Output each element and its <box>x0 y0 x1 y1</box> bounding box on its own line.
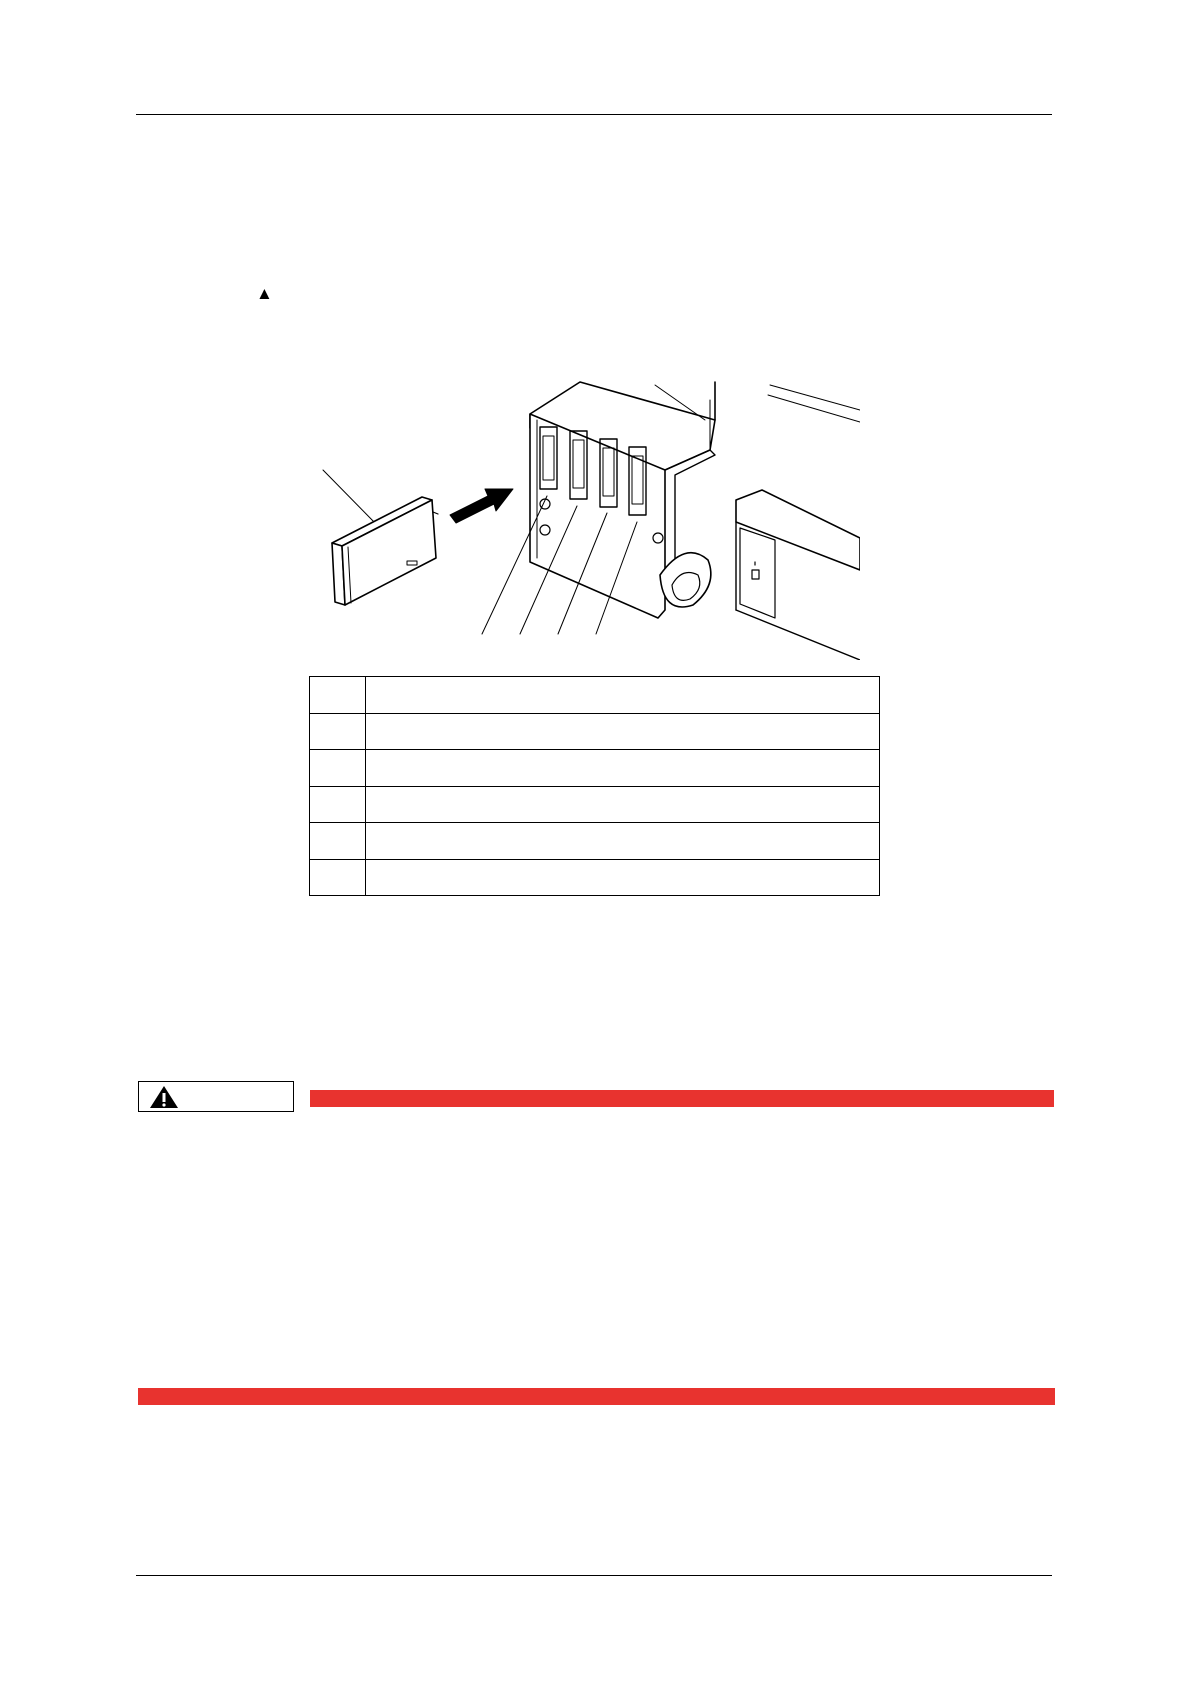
part-description <box>366 786 880 823</box>
part-number <box>310 859 366 896</box>
ink-cartridge <box>332 497 438 605</box>
table-row <box>310 859 880 896</box>
part-description <box>366 823 880 860</box>
table-row <box>310 750 880 787</box>
part-number <box>310 750 366 787</box>
warning-footer-bar <box>138 1388 1055 1405</box>
warning-label-box <box>138 1081 294 1112</box>
part-number <box>310 713 366 750</box>
part-number <box>310 823 366 860</box>
part-description <box>366 750 880 787</box>
ink-cartridge-insertion-illustration <box>300 370 860 660</box>
part-description <box>366 677 880 714</box>
footer-rule <box>136 1575 1052 1576</box>
part-description <box>366 713 880 750</box>
table-row <box>310 713 880 750</box>
part-number <box>310 786 366 823</box>
part-number <box>310 677 366 714</box>
warning-header-bar <box>310 1090 1054 1107</box>
parts-table <box>309 676 880 896</box>
table-row <box>310 677 880 714</box>
header-rule <box>136 114 1052 115</box>
warning-triangle-icon <box>149 1085 179 1109</box>
table-row <box>310 823 880 860</box>
table-row <box>310 786 880 823</box>
insert-arrow <box>450 489 513 523</box>
part-description <box>366 859 880 896</box>
step-marker: ▲ <box>256 284 273 303</box>
